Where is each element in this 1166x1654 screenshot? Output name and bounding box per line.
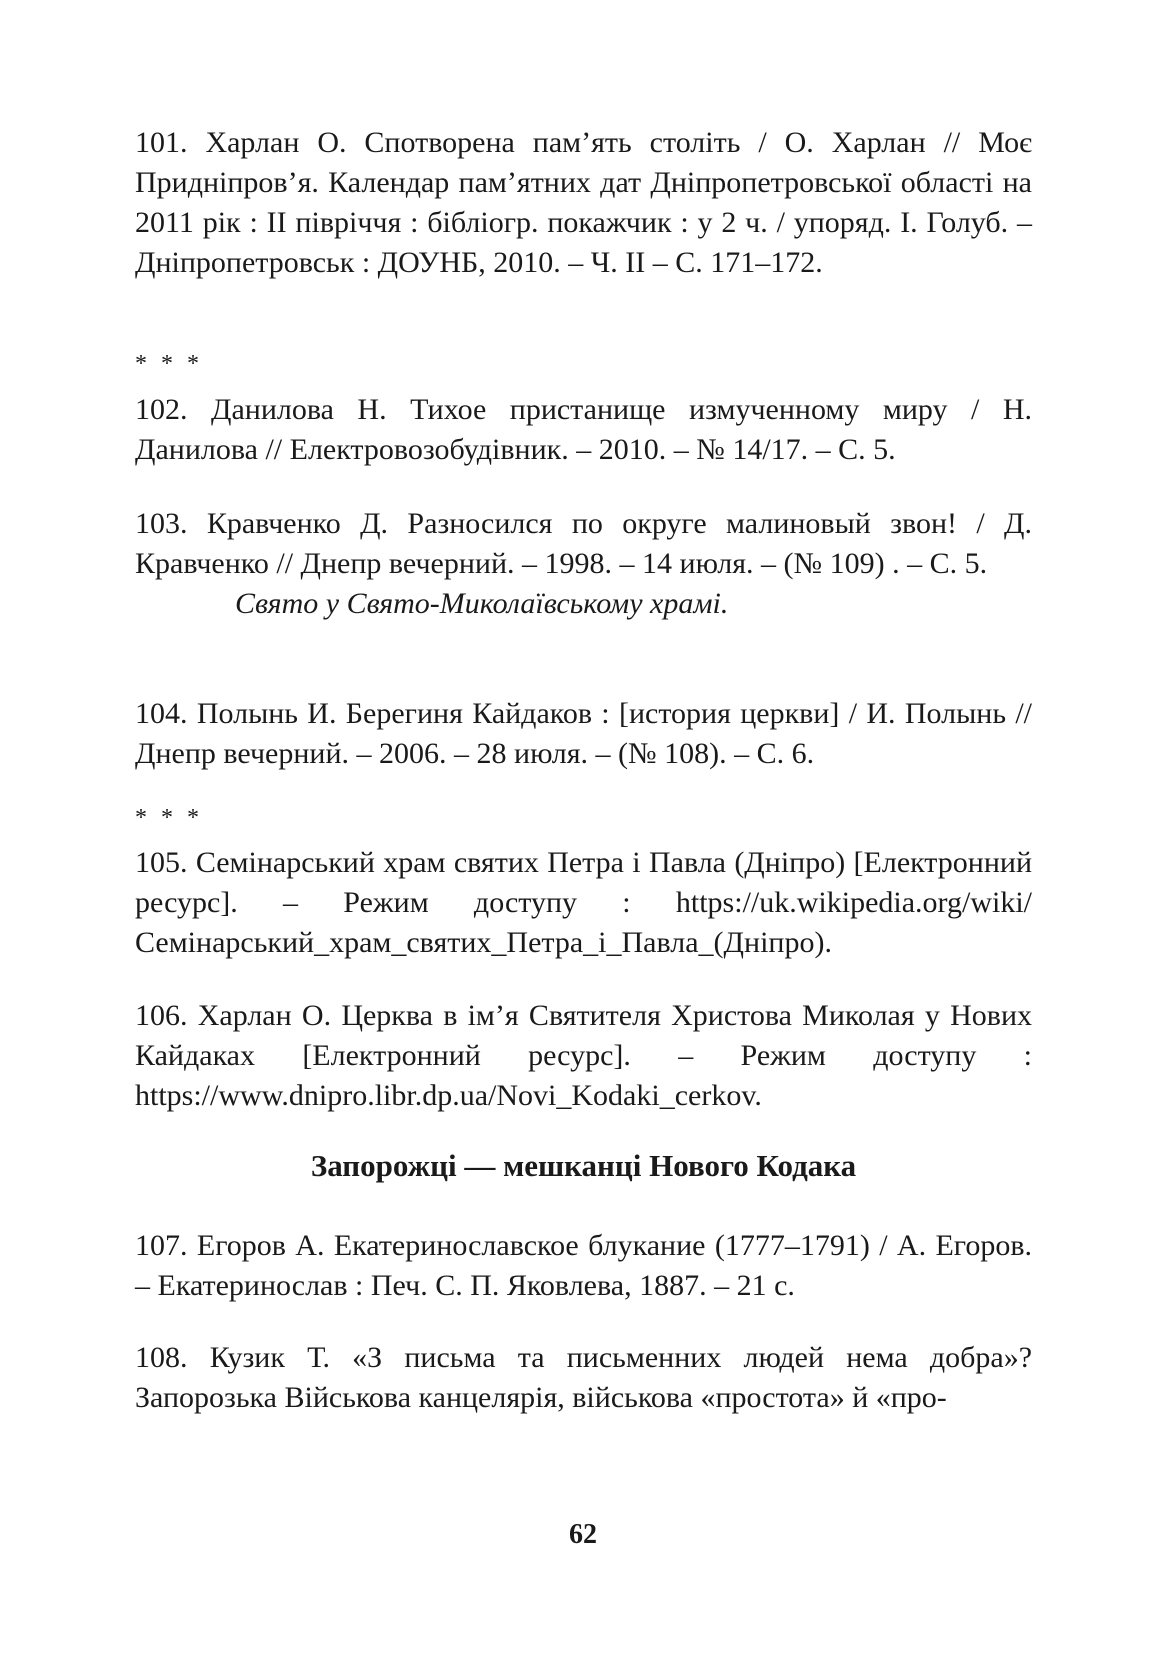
entry-text: Харлан О. Спотворена пам’ять століть / О. Харлан // Моє Придніпров’я. Календар пам’ятних дат Дніпропетровської області на 2011 рік : ІІ півріччя : бібліогр. покажчик : у 2 ч. / упоряд. І. Голуб. – Дніпропетровськ : ДОУНБ, 2010. – Ч. ІІ – С. 171–172. [135, 126, 1033, 279]
bibliography-entry-107 [135, 1226, 1032, 1306]
entry-text: Егоров А. Екатеринославское блукание (1777–1791) / А. Егоров. – Екатеринослав : Печ. С. П. Яковлева, 1887. – 21 с. [135, 1229, 1032, 1302]
bibliography-entry-104 [135, 694, 1032, 774]
entry-number: 106. [135, 999, 188, 1032]
page-number: 62 [569, 1519, 597, 1550]
bibliography-entry-103 [135, 504, 1032, 624]
entry-number: 108. [135, 1341, 188, 1374]
entry-number: 104. [135, 697, 188, 730]
bibliography-entry-101 [135, 123, 1032, 283]
section-heading: Запорожці — мешканці Нового Кодака [310, 1148, 857, 1183]
entry-annotation: Свято у Свято-Миколаївському храмі. [235, 587, 729, 620]
entry-number: 101. [135, 126, 188, 159]
bibliography-entry-106 [135, 996, 1032, 1116]
entry-text: Кравченко Д. Разносился по округе малиновый звон! / Д. Кравченко // Днепр вечерний. – 1998. – 14 июля. – (№ 109) . – С. 5. [135, 507, 1033, 580]
entry-number: 102. [135, 393, 188, 426]
bibliography-entry-105 [135, 843, 1032, 963]
bibliography-entry-102 [135, 390, 1032, 470]
separator-stars: * * * [135, 805, 203, 831]
entry-number: 107. [135, 1229, 188, 1262]
entry-number: 103. [135, 507, 188, 540]
entry-number: 105. [135, 846, 188, 879]
separator-stars: * * * [135, 351, 203, 377]
entry-text: Кузик Т. «З письма та письменних людей нема добра»? Запорозька Військова канцелярія, військова «простота» й «про- [135, 1341, 1033, 1414]
entry-text: Харлан О. Церква в ім’я Святителя Христова Миколая у Нових Кайдаках [Електронний ресурс]. – Режим доступу : https://www.dnipro.libr.dp.ua/Novi_Kodaki_cerkov. [135, 999, 1033, 1112]
bibliography-entry-108 [135, 1338, 1032, 1418]
entry-text: Полынь И. Берегиня Кайдаков : [история церкви] / И. Полынь // Днепр вечерний. – 2006. – 28 июля. – (№ 108). – С. 6. [135, 697, 1033, 770]
entry-text: Семінарський храм святих Петра і Павла (Дніпро) [Електронний ресурс]. – Режим доступу : https://uk.wikipedia.org/wiki/Семінарський_храм_святих_Петра_і_Павла_(Дніпро). [135, 846, 1033, 959]
entry-text: Данилова Н. Тихое пристанище измученному миру / Н. Данилова // Електровозобудівник. – 2010. – № 14/17. – С. 5. [135, 393, 1033, 466]
